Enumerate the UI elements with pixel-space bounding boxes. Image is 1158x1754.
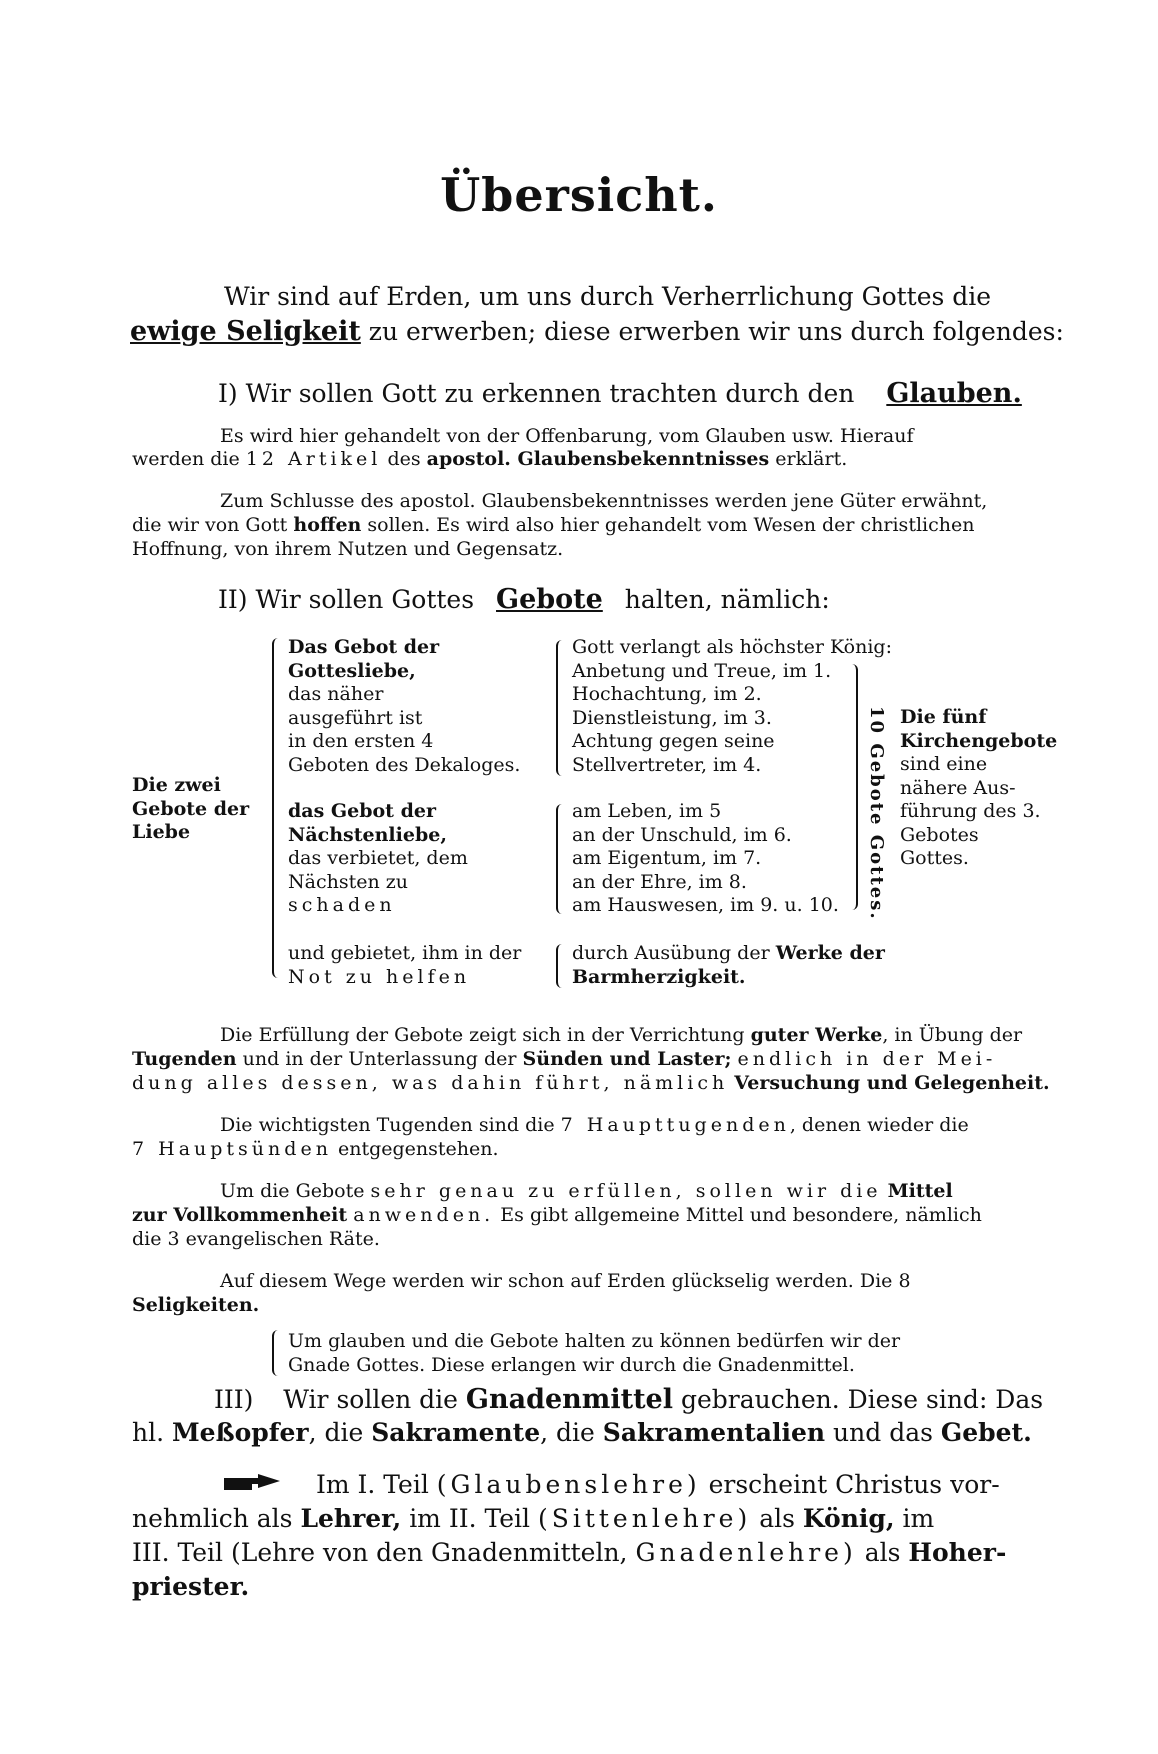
col3-line: Gebotes [900, 823, 979, 846]
s2p1-a-pre: Die Erfüllung der Gebote zeigt sich in der Verrichtung [220, 1024, 745, 1046]
footer-l2-bold2: König, [802, 1504, 895, 1533]
s3-l2-bold2: Sakramente [371, 1418, 541, 1447]
s3-l2-mid3: und das [833, 1418, 933, 1447]
vertical-label: 10 Gebote Gottes. [866, 706, 887, 921]
footer-l3-pre: III. Teil (Lehre von den Gnadenmitteln, [132, 1538, 628, 1567]
col1-top [288, 636, 520, 777]
col2-line: Anbetung und Treue, im 1. [572, 659, 832, 682]
col1-line: Gottesliebe, [288, 659, 416, 682]
s2p2-a-end: , denen wieder die [789, 1114, 969, 1136]
intro-emphasis: ewige Seligkeit [130, 316, 361, 347]
col2-bot-line-1 [572, 942, 885, 966]
footer-l1-pre: Im I. Teil [316, 1470, 429, 1499]
footer-l1-spaced: (Glaubenslehre) [436, 1470, 701, 1499]
col2-top [572, 636, 892, 777]
s2p2-b-end: entgegenstehen. [337, 1138, 499, 1160]
col3-line: sind eine [900, 753, 988, 775]
s2p2-b-spaced: 7 Hauptsünden [132, 1138, 332, 1160]
s2p1-line-b [132, 1048, 996, 1070]
section3-note-brace [272, 1330, 284, 1376]
col2-line: Stellvertreter, im 4. [572, 753, 762, 776]
left-label-line: Liebe [132, 821, 191, 843]
col2-line: an der Ehre, im 8. [572, 870, 747, 893]
col2-bot [572, 942, 885, 989]
s1p1-b-bold: apostol. Glaubensbekenntnisses [426, 448, 770, 470]
s3-l2-pre: hl. [132, 1418, 165, 1447]
col1-line: und gebietet, ihm in der [288, 942, 522, 964]
col2-line: am Eigentum, im 7. [572, 847, 762, 869]
s2p3-line-b [132, 1204, 982, 1226]
s2p3-b-spaced: anwenden. [353, 1204, 495, 1226]
s1p1-b-spaced: 12 Artikel [245, 448, 382, 470]
page-title: Übersicht. [440, 168, 718, 222]
s2p1-c-bold: Versuchung und Gelegenheit. [734, 1072, 1050, 1094]
footer-l2-pre: nehmlich als [132, 1504, 293, 1533]
footer-l2-bold1: Lehrer, [300, 1504, 402, 1533]
section3-note-b: Gnade Gottes. Diese erlangen wir durch die Gnadenmittel. [288, 1354, 855, 1376]
col2-mid [572, 800, 839, 918]
right-brace [846, 664, 858, 910]
col1-line: ausgeführt ist [288, 706, 423, 729]
s2p4-line-a: Auf diesem Wege werden wir schon auf Erden glückselig werden. Die 8 [220, 1270, 911, 1292]
col2-top-brace [556, 640, 568, 776]
left-label-line: Gebote der [132, 797, 250, 820]
section3-note-a: Um glauben und die Gebote halten zu können bedürfen wir der [288, 1330, 901, 1352]
s2p2-line-b [132, 1138, 499, 1160]
footer-l3-spaced: Gnadenlehre) [635, 1538, 857, 1567]
s2p3-a-bold: Mittel [887, 1180, 953, 1202]
col3-line: nähere Aus- [900, 776, 1016, 799]
section3-heading-pre: Wir sollen die [283, 1385, 458, 1414]
footer-line-2 [132, 1504, 934, 1533]
col2-line: Gott verlangt als höchster König: [572, 636, 892, 658]
s2p1-b-mid: und in der Unterlassung der [242, 1048, 517, 1070]
s1p1-b-pre: werden die [132, 448, 240, 470]
col2-mid-brace [556, 804, 568, 914]
s2p2-line-a [220, 1114, 969, 1136]
section3-heading [214, 1384, 1043, 1415]
col2-bot-pre: durch Ausübung der [572, 942, 770, 964]
s1p1-b-mid: des [387, 448, 421, 470]
footer-line-3 [132, 1538, 1006, 1567]
section1-heading-emphasis: Glauben. [886, 378, 1022, 409]
footer-l2-spaced: (Sittenlehre) [537, 1504, 752, 1533]
col2-line: am Hauswesen, im 9. u. 10. [572, 894, 839, 916]
col1-line: Nächsten zu [288, 870, 408, 893]
s3-l2-mid2: , die [540, 1418, 595, 1447]
s2p2-a-spaced: 7 Haupttugenden [560, 1114, 790, 1136]
col1-line: das Gebot der [288, 800, 436, 822]
footer-l2-mid2: als [759, 1504, 795, 1533]
s2p1-c-spaced: dung alles dessen, was dahin führt, nämlich [132, 1072, 729, 1094]
section2-heading-pre: II) Wir sollen Gottes [218, 585, 475, 614]
s1p1-line-b [132, 448, 847, 470]
section3-heading-emphasis: Gnadenmittel [465, 1384, 673, 1415]
footer-line-4: priester. [132, 1572, 250, 1601]
intro-line-1: Wir sind auf Erden, um uns durch Verherrlichung Gottes die [224, 282, 992, 311]
section3-line-2 [132, 1418, 1032, 1447]
s2p3-line-a [220, 1180, 953, 1202]
section1-heading [218, 378, 1022, 409]
s1p1-line-a: Es wird hier gehandelt von der Offenbarung, vom Glauben usw. Hierauf [220, 425, 914, 447]
section2-heading [218, 584, 830, 615]
s3-l2-bold1: Meßopfer [172, 1418, 309, 1447]
s1p2-b-pre: die wir von Gott [132, 514, 288, 536]
ten-commandments-left-label [132, 774, 249, 845]
s3-l2-bold3: Sakramentalien [602, 1418, 826, 1447]
s2p1-line-c [132, 1072, 1050, 1094]
col2-line: Achtung gegen seine [572, 730, 775, 752]
s2p1-b-spaced: endlich in der Mei- [737, 1048, 997, 1070]
col3 [900, 706, 1057, 871]
section2-heading-post: halten, nämlich: [624, 585, 830, 614]
s2p3-b-bold: zur Vollkommenheit [132, 1204, 348, 1226]
s2p2-a-pre: Die wichtigsten Tugenden sind die [220, 1114, 555, 1136]
col1-mid [288, 800, 468, 918]
col1-line: das verbietet, dem [288, 847, 468, 869]
section2-heading-emphasis: Gebote [496, 584, 603, 615]
col3-line: führung des 3. [900, 800, 1041, 822]
col1-line: Nächstenliebe, [288, 823, 447, 846]
col1-line: in den ersten 4 [288, 730, 434, 752]
footer-l2-end: im [902, 1504, 935, 1533]
pointing-hand-icon [222, 1472, 282, 1494]
s2p3-a-pre: Um die Gebote [220, 1180, 365, 1202]
col2-bot-brace [556, 944, 568, 988]
s2p4-line-b: Seligkeiten. [132, 1294, 260, 1316]
s2p1-line-a [220, 1024, 1022, 1046]
s3-l2-mid1: , die [308, 1418, 364, 1447]
intro-line-2-rest: zu erwerben; diese erwerben wir uns durch folgendes: [368, 317, 1064, 346]
col2-line: Hochachtung, im 2. [572, 683, 762, 705]
s1p2-b-end: sollen. Es wird also hier gehandelt vom Wesen der christlichen [367, 514, 975, 536]
col1-line: schaden [288, 894, 396, 916]
left-brace [272, 638, 284, 978]
s2p1-b-bold2: Sünden und Laster; [522, 1048, 732, 1070]
col3-line: Kirchengebote [900, 729, 1058, 752]
s1p1-b-end: erklärt. [775, 448, 848, 470]
s2p3-b-end: Es gibt allgemeine Mittel und besondere, nämlich [500, 1204, 982, 1226]
s2p1-a-end: , in Übung der [882, 1024, 1023, 1046]
left-label-line: Die zwei [132, 774, 221, 796]
col3-line: Gottes. [900, 847, 969, 869]
section1-heading-text: I) Wir sollen Gott zu erkennen trachten durch den [218, 379, 855, 408]
footer-l3-bold: Hoher- [908, 1538, 1007, 1567]
s1p2-line-b [132, 514, 974, 536]
s2p3-line-c: die 3 evangelischen Räte. [132, 1228, 380, 1250]
s3-l2-bold4: Gebet. [940, 1418, 1032, 1447]
col1-bot [288, 942, 521, 989]
section1-paragraph-1 [220, 424, 1040, 448]
s1p2-b-bold: hoffen [293, 514, 362, 536]
col2-line: an der Unschuld, im 6. [572, 823, 792, 846]
footer-l3-mid: als [864, 1538, 901, 1567]
s1p2-line-c: Hoffnung, von ihrem Nutzen und Gegensatz. [132, 538, 564, 560]
col2-bot-bold: Werke der [775, 942, 885, 964]
col2-line: Dienstleistung, im 3. [572, 706, 772, 729]
footer-line-1 [316, 1470, 1000, 1499]
s2p3-a-spaced: sehr genau zu erfüllen, sollen wir die [370, 1180, 882, 1202]
footer-l1-end: erscheint Christus vor- [708, 1470, 1000, 1499]
col1-line: das näher [288, 683, 384, 705]
s2p1-b-bold1: Tugenden [132, 1048, 237, 1070]
section3-heading-post: gebrauchen. Diese sind: Das [680, 1385, 1044, 1414]
intro-line-2 [130, 316, 1064, 347]
col1-line: Geboten des Dekaloges. [288, 753, 521, 776]
section3-label: III) [214, 1385, 254, 1414]
col3-line: Die fünf [900, 706, 987, 728]
s2p1-a-bold: guter Werke [750, 1024, 883, 1046]
footer-l2-mid: im II. Teil [409, 1504, 531, 1533]
s1p2-line-a: Zum Schlusse des apostol. Glaubensbekenntnisses werden jene Güter erwähnt, [220, 490, 988, 512]
col1-line: Not zu helfen [288, 965, 471, 988]
col2-bot-line-2: Barmherzigkeit. [572, 965, 746, 988]
col2-line: am Leben, im 5 [572, 800, 722, 822]
col1-line: Das Gebot der [288, 636, 440, 658]
